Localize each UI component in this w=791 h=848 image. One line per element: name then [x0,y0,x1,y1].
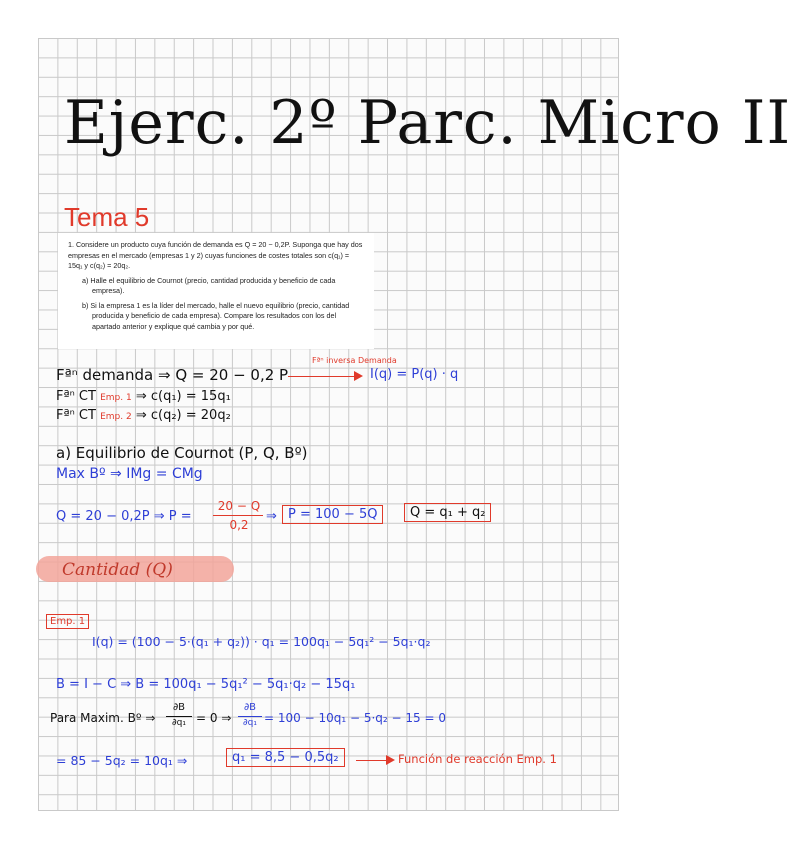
quantity-sum-boxed: Q = q₁ + q₂ [404,503,491,522]
problem-intro: 1. Considere un producto cuya función de demanda es Q = 20 − 0,2P. Suponga que hay dos empresas en el mercado (empresas 1 y 2) cuyas funciones de costes totales son c(q₁) = 15q₁ y c(q₂) = 20q₂. [68,240,363,270]
reaction-function-boxed: q₁ = 8,5 − 0,5q₂ [226,748,345,767]
arrow-head-income [354,371,363,381]
derivative2-bottom: ∂q₁ [243,718,257,728]
page-title: Ejerc. 2º Parc. Micro II [64,88,791,158]
max-condition: Max Bº ⇒ IMg = CMg [56,466,203,482]
arrow-to-note [356,760,388,761]
fraction-bar [213,515,263,516]
section-a-heading: a) Equilibrio de Cournot (P, Q, Bº) [56,444,308,462]
problem-statement [58,233,374,349]
problem-part-a: a) Halle el equilibrio de Cournot (precio, cantidad producida y beneficio de cada empresa). [82,275,336,295]
maximization-mid: = 0 ⇒ [196,711,232,725]
profit-firm1: B = I − C ⇒ B = 100q₁ − 5q₁² − 5q₁·q₂ − 15q₁ [56,677,356,692]
cost-prefix: Fªⁿ CT [56,389,96,404]
demand-function: Fªⁿ demanda ⇒ Q = 20 − 0,2 P [56,366,289,384]
cost2-formula: ⇒ c(q₂) = 20q₂ [135,408,231,423]
arrow-head-note [386,755,395,765]
firm1-tag: Emp. 1 [100,393,132,403]
income-firm1: I(q) = (100 − 5·(q₁ + q₂)) · q₁ = 100q₁ − 5q₁² − 5q₁·q₂ [92,634,431,649]
topic-heading: Tema 5 [64,202,150,232]
fraction-denominator: 0,2 [229,518,249,532]
quantity-heading: Cantidad (Q) [62,560,173,580]
inverse-demand-boxed: P = 100 − 5Q [282,505,383,524]
cost-prefix: Fªⁿ CT [56,408,96,423]
derivative-bar [166,716,192,717]
fraction-numerator: 20 − Q [217,499,261,513]
reaction-note: Función de reacción Emp. 1 [398,752,557,766]
derivative-top: ∂B [172,702,186,713]
cost1-formula: ⇒ c(q₁) = 15q₁ [135,389,231,404]
inverse-demand-lhs: Q = 20 − 0,2P ⇒ P = [56,509,192,524]
inverse-demand-note: Fªⁿ inversa Demanda [312,356,397,365]
firm2-tag: Emp. 2 [100,412,132,422]
maximization-lead: Para Maxim. Bº ⇒ [50,711,156,725]
firm1-label: Emp. 1 [46,614,89,629]
derivative2-top: ∂B [243,702,257,713]
reaction-lhs: = 85 − 5q₂ = 10q₁ ⇒ [56,753,188,768]
arrow-to-income [288,376,356,377]
problem-part-b: b) Si la empresa 1 es la líder del mercado, halle el nuevo equilibrio (precio, cantidad producida y beneficio de cada empresa). Compare los resultados con los del apartado anterior y explique qué cambia y por qué. [82,300,350,331]
cost-firm1 [56,389,231,404]
first-order-condition: = 100 − 10q₁ − 5·q₂ − 15 = 0 [264,711,446,725]
derivative2-bar [238,716,262,717]
implies-arrow: ⇒ [266,509,277,524]
derivative-bottom: ∂q₁ [172,718,186,728]
cost-firm2 [56,408,231,423]
income-function: I(q) = P(q) · q [370,367,459,382]
